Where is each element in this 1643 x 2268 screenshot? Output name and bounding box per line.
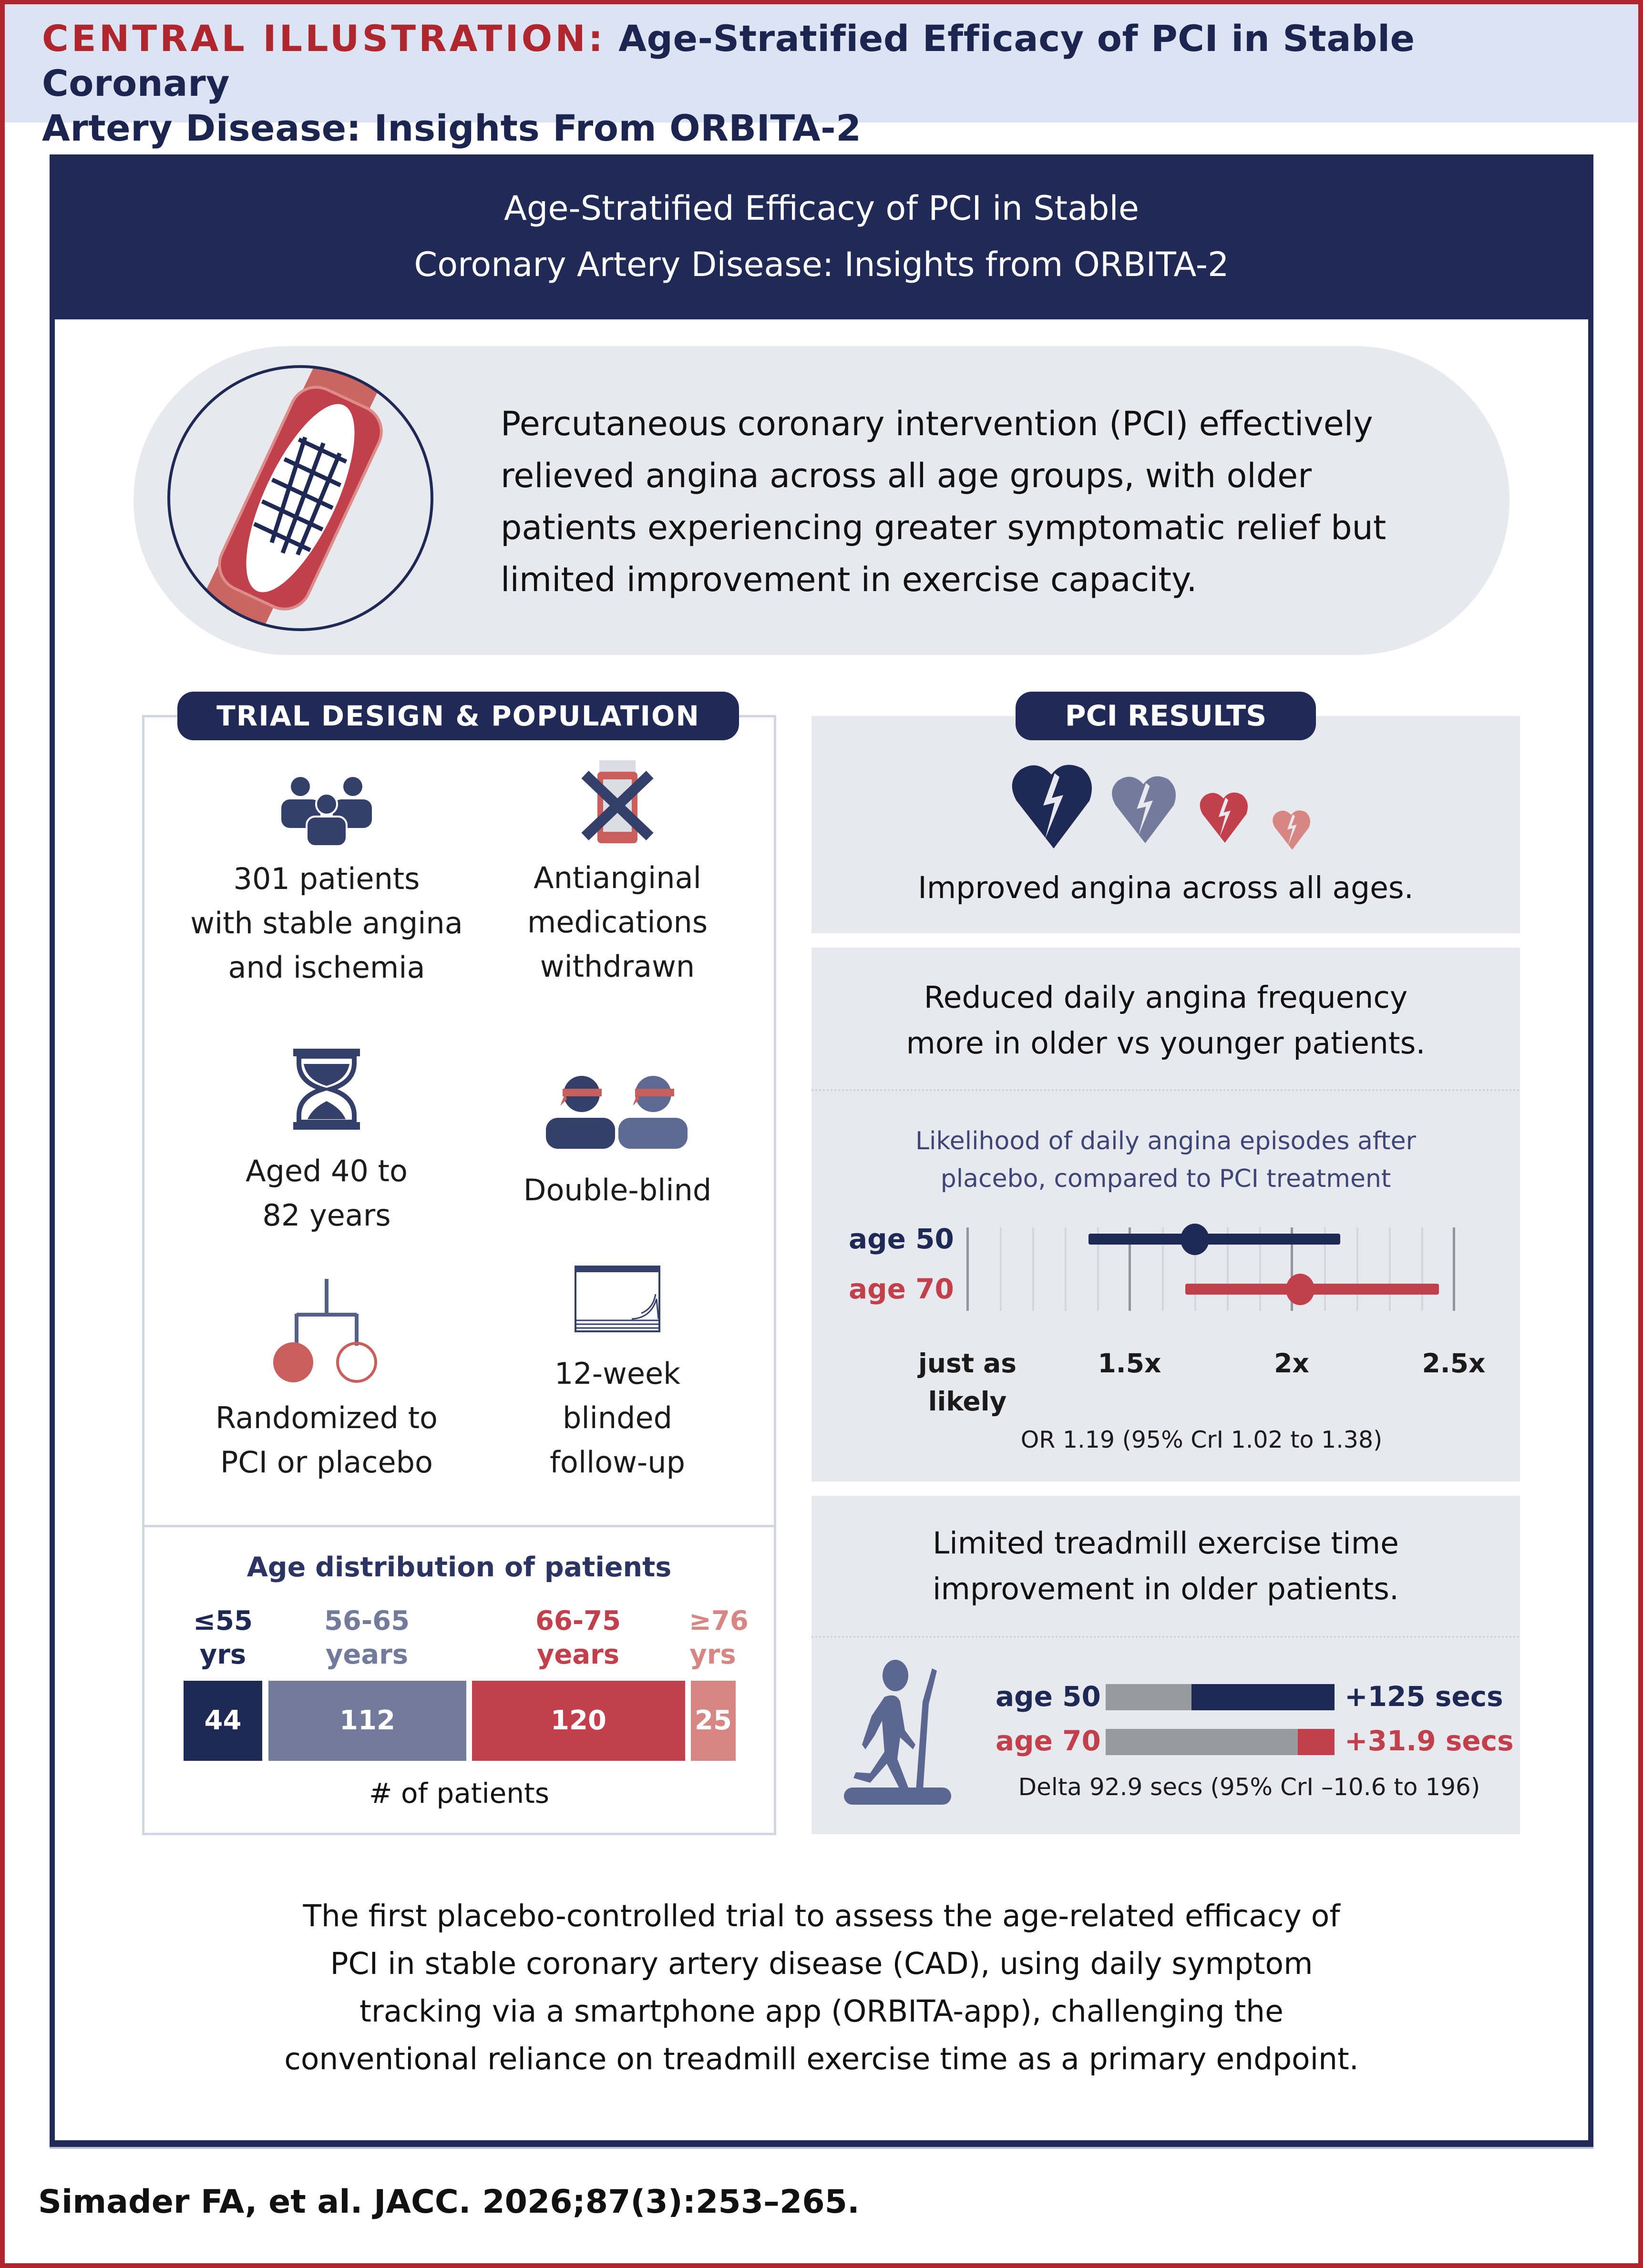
figure-title-line1: Age-Stratified Efficacy of PCI in Stable Coronary <box>42 17 1415 104</box>
summary-text <box>501 398 1454 606</box>
main-box-bottom-bar <box>50 2140 1593 2149</box>
gridline-minor <box>1389 1227 1391 1311</box>
summary-line: Percutaneous coronary intervention (PCI) effectively <box>501 404 1373 443</box>
grid-item-line: withdrawn <box>540 949 695 984</box>
forest-row-label-age50: age 50 <box>849 1223 954 1255</box>
stent-balloon-icon <box>164 360 436 636</box>
age-group-label-top: 66-75 <box>535 1605 621 1636</box>
grid-item-line: 301 patients <box>233 861 420 896</box>
conclusion-text <box>50 1892 1593 2083</box>
treadmill-row-label-age70: age 70 <box>996 1725 1101 1757</box>
age-group-label-bottom: yrs <box>199 1639 246 1670</box>
summary-line: patients experiencing greater symptomatic relief but <box>501 508 1386 547</box>
panel3-heading-line: improvement in older patients. <box>933 1572 1399 1606</box>
panel1-text: Improved angina across all ages. <box>918 870 1414 905</box>
grid-item-line: Aged 40 to <box>246 1154 408 1188</box>
panel3-heading <box>811 1521 1520 1612</box>
point-estimate-age70 <box>1286 1274 1314 1305</box>
treadmill-delta-stat: Delta 92.9 secs (95% CrI –10.6 to 196) <box>1018 1773 1480 1801</box>
forest-subtitle-line: Likelihood of daily angina episodes after <box>915 1127 1417 1155</box>
axis-tick-2.5x: 2.5x <box>1422 1348 1486 1379</box>
grid-item-line: PCI or placebo <box>220 1445 433 1480</box>
gridline-minor <box>1356 1227 1358 1311</box>
conclusion-line: tracking via a smartphone app (ORBITA-app), challenging the <box>359 1994 1284 2029</box>
forest-row-label-age70: age 70 <box>849 1273 954 1305</box>
trial-design-label: TRIAL DESIGN & POPULATION <box>177 692 739 740</box>
gridline-major <box>966 1227 969 1311</box>
panel2-heading-line: Reduced daily angina frequency <box>924 980 1408 1015</box>
axis-tick-1.5x: 1.5x <box>1098 1348 1161 1379</box>
figure-title-line2: Artery Disease: Insights From ORBITA-2 <box>42 107 862 149</box>
treadmill-bar-placebo-age50 <box>1106 1684 1191 1710</box>
age-bar-55: 44 <box>184 1681 262 1761</box>
tick-label: likely <box>928 1386 1007 1417</box>
grid-item-line: Antianginal <box>534 860 701 895</box>
point-estimate-age50 <box>1181 1224 1209 1255</box>
gridline-minor <box>1421 1227 1423 1311</box>
forest-subtitle-line: placebo, compared to PCI treatment <box>940 1165 1391 1193</box>
figure-title-lead: CENTRAL ILLUSTRATION: <box>42 17 606 60</box>
conclusion-line: The first placebo-controlled trial to assess the age-related efficacy of <box>303 1899 1340 1933</box>
medication-withdrawn-icon <box>579 760 656 846</box>
grid-item-followup <box>441 1266 794 1484</box>
treadmill-bar-pci-age50 <box>1191 1684 1335 1710</box>
randomization-icon <box>272 1279 381 1386</box>
treadmill-value-age50: +125 secs <box>1345 1680 1503 1713</box>
age-group-label <box>472 1604 685 1672</box>
treadmill-bar-pci-age70 <box>1298 1729 1335 1755</box>
broken-heart-icon <box>1200 793 1248 843</box>
odds-ratio-stat: OR 1.19 (95% CrI 1.02 to 1.38) <box>1020 1426 1383 1453</box>
gridline-minor <box>1065 1227 1067 1311</box>
grid-item-line: 82 years <box>262 1198 391 1233</box>
age-group-label-bottom: years <box>536 1639 620 1670</box>
conclusion-line: PCI in stable coronary artery disease (CAD), using daily symptom <box>330 1946 1313 1981</box>
age-bar-66-75: 120 <box>472 1681 685 1761</box>
grid-item-line: 12-week <box>554 1356 681 1391</box>
broken-heart-icon <box>1012 765 1092 848</box>
age-group-label-bottom: years <box>325 1639 409 1670</box>
age-group-label-top: 56-65 <box>324 1605 410 1636</box>
age-axis-label: # of patients <box>369 1777 549 1809</box>
summary-line: relieved angina across all age groups, with older <box>501 456 1312 495</box>
panel2-heading-line: more in older vs younger patients. <box>906 1026 1426 1061</box>
broken-heart-icon <box>1273 810 1310 850</box>
main-title <box>50 180 1593 293</box>
axis-tick-1x <box>905 1344 1029 1420</box>
age-distribution-title: Age distribution of patients <box>246 1552 672 1583</box>
grid-item-double-blind <box>441 1073 794 1212</box>
patients-group-icon <box>279 775 374 846</box>
age-group-label <box>184 1604 262 1672</box>
dotted-divider <box>811 1636 1520 1638</box>
grid-item-line: medications <box>527 905 708 940</box>
broken-heart-icons <box>1011 763 1321 853</box>
grid-item-line: and ischemia <box>228 950 425 985</box>
age-group-label-bottom: yrs <box>689 1639 736 1670</box>
pci-results-label: PCI RESULTS <box>1016 692 1316 740</box>
dotted-divider <box>811 1089 1520 1091</box>
grid-item-line: Randomized to <box>216 1400 438 1435</box>
conclusion-line: conventional reliance on treadmill exercise time as a primary endpoint. <box>284 2042 1359 2076</box>
citation: Simader FA, et al. JACC. 2026;87(3):253–265. <box>38 2183 860 2221</box>
axis-tick-2x: 2x <box>1274 1348 1309 1379</box>
age-group-label-top: ≤55 <box>193 1605 253 1636</box>
treadmill-bar-placebo-age70 <box>1106 1729 1298 1755</box>
age-group-label <box>689 1604 749 1672</box>
gridline-major <box>1453 1227 1455 1311</box>
ci-bar-age50 <box>1088 1234 1340 1245</box>
summary-line: limited improvement in exercise capacity. <box>501 560 1197 599</box>
treadmill-value-age70: +31.9 secs <box>1345 1725 1514 1757</box>
grid-item-line: follow-up <box>550 1445 685 1480</box>
calendar-icon <box>575 1266 660 1332</box>
grid-item-line: blinded <box>563 1400 672 1435</box>
broken-heart-icon <box>1112 776 1176 843</box>
main-title-line1: Age-Stratified Efficacy of PCI in Stable <box>504 189 1139 228</box>
treadmill-runner-icon <box>844 1659 954 1807</box>
forest-plot-subtitle <box>811 1123 1520 1198</box>
grid-item-medications <box>441 760 794 989</box>
grid-item-line: with stable angina <box>190 906 463 940</box>
tick-label: just as <box>918 1348 1017 1379</box>
blindfolded-people-icon <box>546 1073 689 1149</box>
panel3-heading-line: Limited treadmill exercise time <box>933 1526 1399 1561</box>
gridline-minor <box>1032 1227 1034 1311</box>
main-title-line2: Coronary Artery Disease: Insights from ORBITA-2 <box>414 245 1229 284</box>
divider <box>142 1525 776 1527</box>
treadmill-row-label-age50: age 50 <box>996 1680 1101 1713</box>
grid-item-line: Double-blind <box>523 1173 712 1207</box>
figure-title <box>42 16 1615 151</box>
age-bar-76: 25 <box>691 1681 736 1761</box>
age-group-label-top: ≥76 <box>689 1605 749 1636</box>
age-bar-56-65: 112 <box>268 1681 466 1761</box>
gridline-minor <box>1000 1227 1002 1311</box>
panel2-heading <box>811 975 1520 1066</box>
age-group-label <box>268 1604 466 1672</box>
hourglass-icon <box>293 1049 360 1130</box>
